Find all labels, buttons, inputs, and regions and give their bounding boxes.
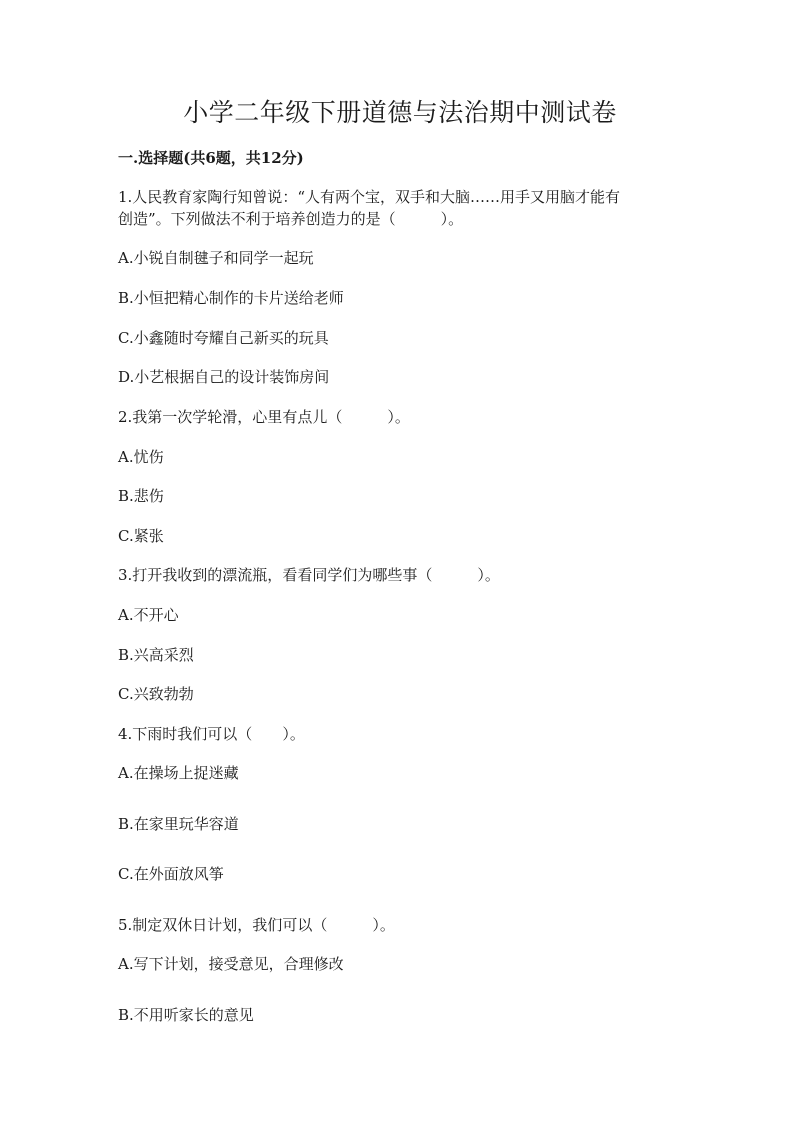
question-1-option-a: A.小锐自制毽子和同学一起玩 [118,249,314,267]
section-heading: 一.选择题(共6题，共12分) [118,149,304,167]
question-3-option-c: C.兴致勃勃 [118,685,194,703]
question-3-stem: 3.打开我收到的漂流瓶，看看同学们为哪些事（ ）。 [118,566,500,584]
question-4-stem: 4.下雨时我们可以（ ）。 [118,725,305,743]
question-4-option-c: C.在外面放风筝 [118,865,224,883]
question-5-stem: 5.制定双休日计划，我们可以（ ）。 [118,916,395,934]
question-1-stem-line-1: 1.人民教育家陶行知曾说：“人有两个宝，双手和大脑……用手又用脑才能有 [118,188,620,206]
question-4-option-b: B.在家里玩华容道 [118,815,239,833]
question-2-option-c: C.紧张 [118,527,164,545]
question-1-stem-line-2: 创造”。下列做法不利于培养创造力的是（ ）。 [118,210,464,228]
question-3-option-b: B.兴高采烈 [118,646,194,664]
question-5-option-b: B.不用听家长的意见 [118,1006,254,1024]
question-2-stem: 2.我第一次学轮滑，心里有点儿（ ）。 [118,408,410,426]
question-1-option-c: C.小鑫随时夸耀自己新买的玩具 [118,329,329,347]
question-4-option-a: A.在操场上捉迷藏 [118,764,239,782]
question-1-option-d: D.小艺根据自己的设计装饰房间 [118,368,330,386]
page-title: 小学二年级下册道德与法治期中测试卷 [183,98,617,127]
question-2-option-b: B.悲伤 [118,487,164,505]
question-1-option-b: B.小恒把精心制作的卡片送给老师 [118,289,344,307]
question-5-option-a: A.写下计划，接受意见，合理修改 [118,955,344,973]
question-2-option-a: A.忧伤 [118,448,164,466]
question-3-option-a: A.不开心 [118,606,179,624]
